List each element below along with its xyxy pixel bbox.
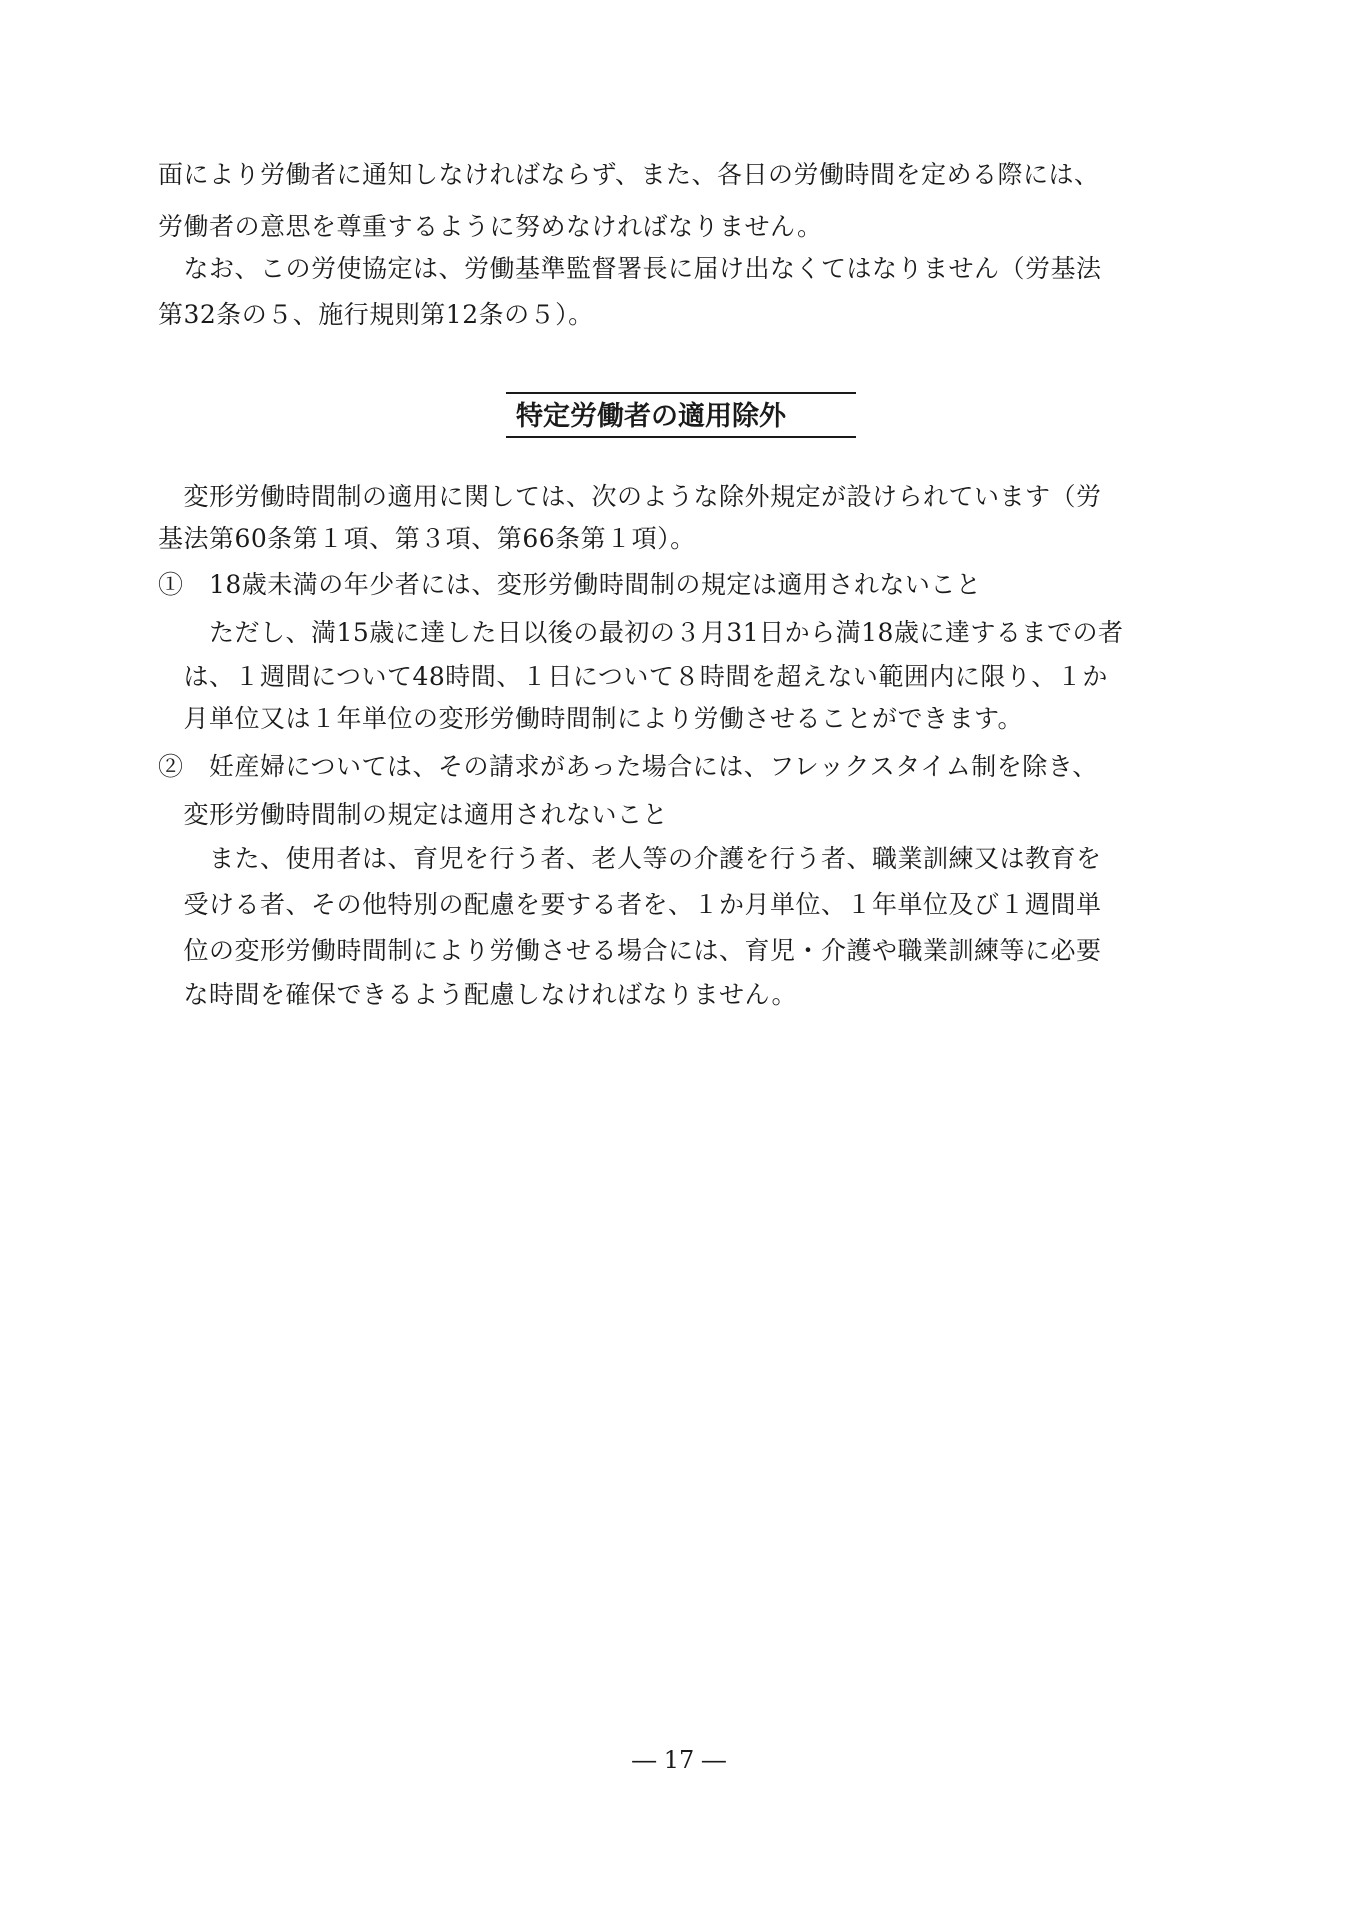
section-heading — [506, 388, 856, 440]
section-line-6: 月単位又は１年単位の変形労働時間制により労働させることができます。 — [158, 704, 1024, 733]
section-line-9: また、使用者は、育児を行う者、老人等の介護を行う者、職業訓練又は教育を — [158, 844, 1102, 873]
intro-line-1: 面により労働者に通知しなければならず、また、各日の労働時間を定める際には、 — [158, 160, 1100, 189]
section-line-4: ただし、満15歳に達した日以後の最初の３月31日から満18歳に達するまでの者 — [158, 618, 1124, 647]
heading-bottom-rule — [506, 436, 856, 438]
section-list-item-1: ① 18歳未満の年少者には、変形労働時間制の規定は適用されないこと — [158, 570, 982, 599]
page-number: ― 17 ― — [632, 1746, 726, 1774]
heading-top-rule — [506, 392, 856, 394]
section-line-2: 基法第60条第１項、第３項、第66条第１項）。 — [158, 524, 696, 553]
section-heading-text: 特定労働者の適用除外 — [516, 401, 786, 432]
intro-line-3: なお、この労使協定は、労働基準監督署長に届け出なくてはなりません（労基法 — [158, 254, 1102, 283]
section-line-5: は、１週間について48時間、１日について８時間を超えない範囲内に限り、１か — [158, 662, 1108, 691]
section-line-1: 変形労働時間制の適用に関しては、次のような除外規定が設けられています（労 — [158, 482, 1102, 511]
section-line-12: な時間を確保できるよう配慮しなければなりません。 — [158, 980, 798, 1009]
section-list-item-2: ② 妊産婦については、その請求があった場合には、フレックスタイム制を除き、 — [158, 752, 1098, 781]
section-line-11: 位の変形労働時間制により労働させる場合には、育児・介護や職業訓練等に必要 — [158, 936, 1102, 965]
section-line-10: 受ける者、その他特別の配慮を要する者を、１か月単位、１年単位及び１週間単 — [158, 890, 1102, 919]
section-line-8: 変形労働時間制の規定は適用されないこと — [158, 800, 669, 829]
intro-line-4: 第32条の５、施行規則第12条の５）。 — [158, 300, 594, 329]
intro-line-2: 労働者の意思を尊重するように努めなければなりません。 — [158, 212, 823, 241]
